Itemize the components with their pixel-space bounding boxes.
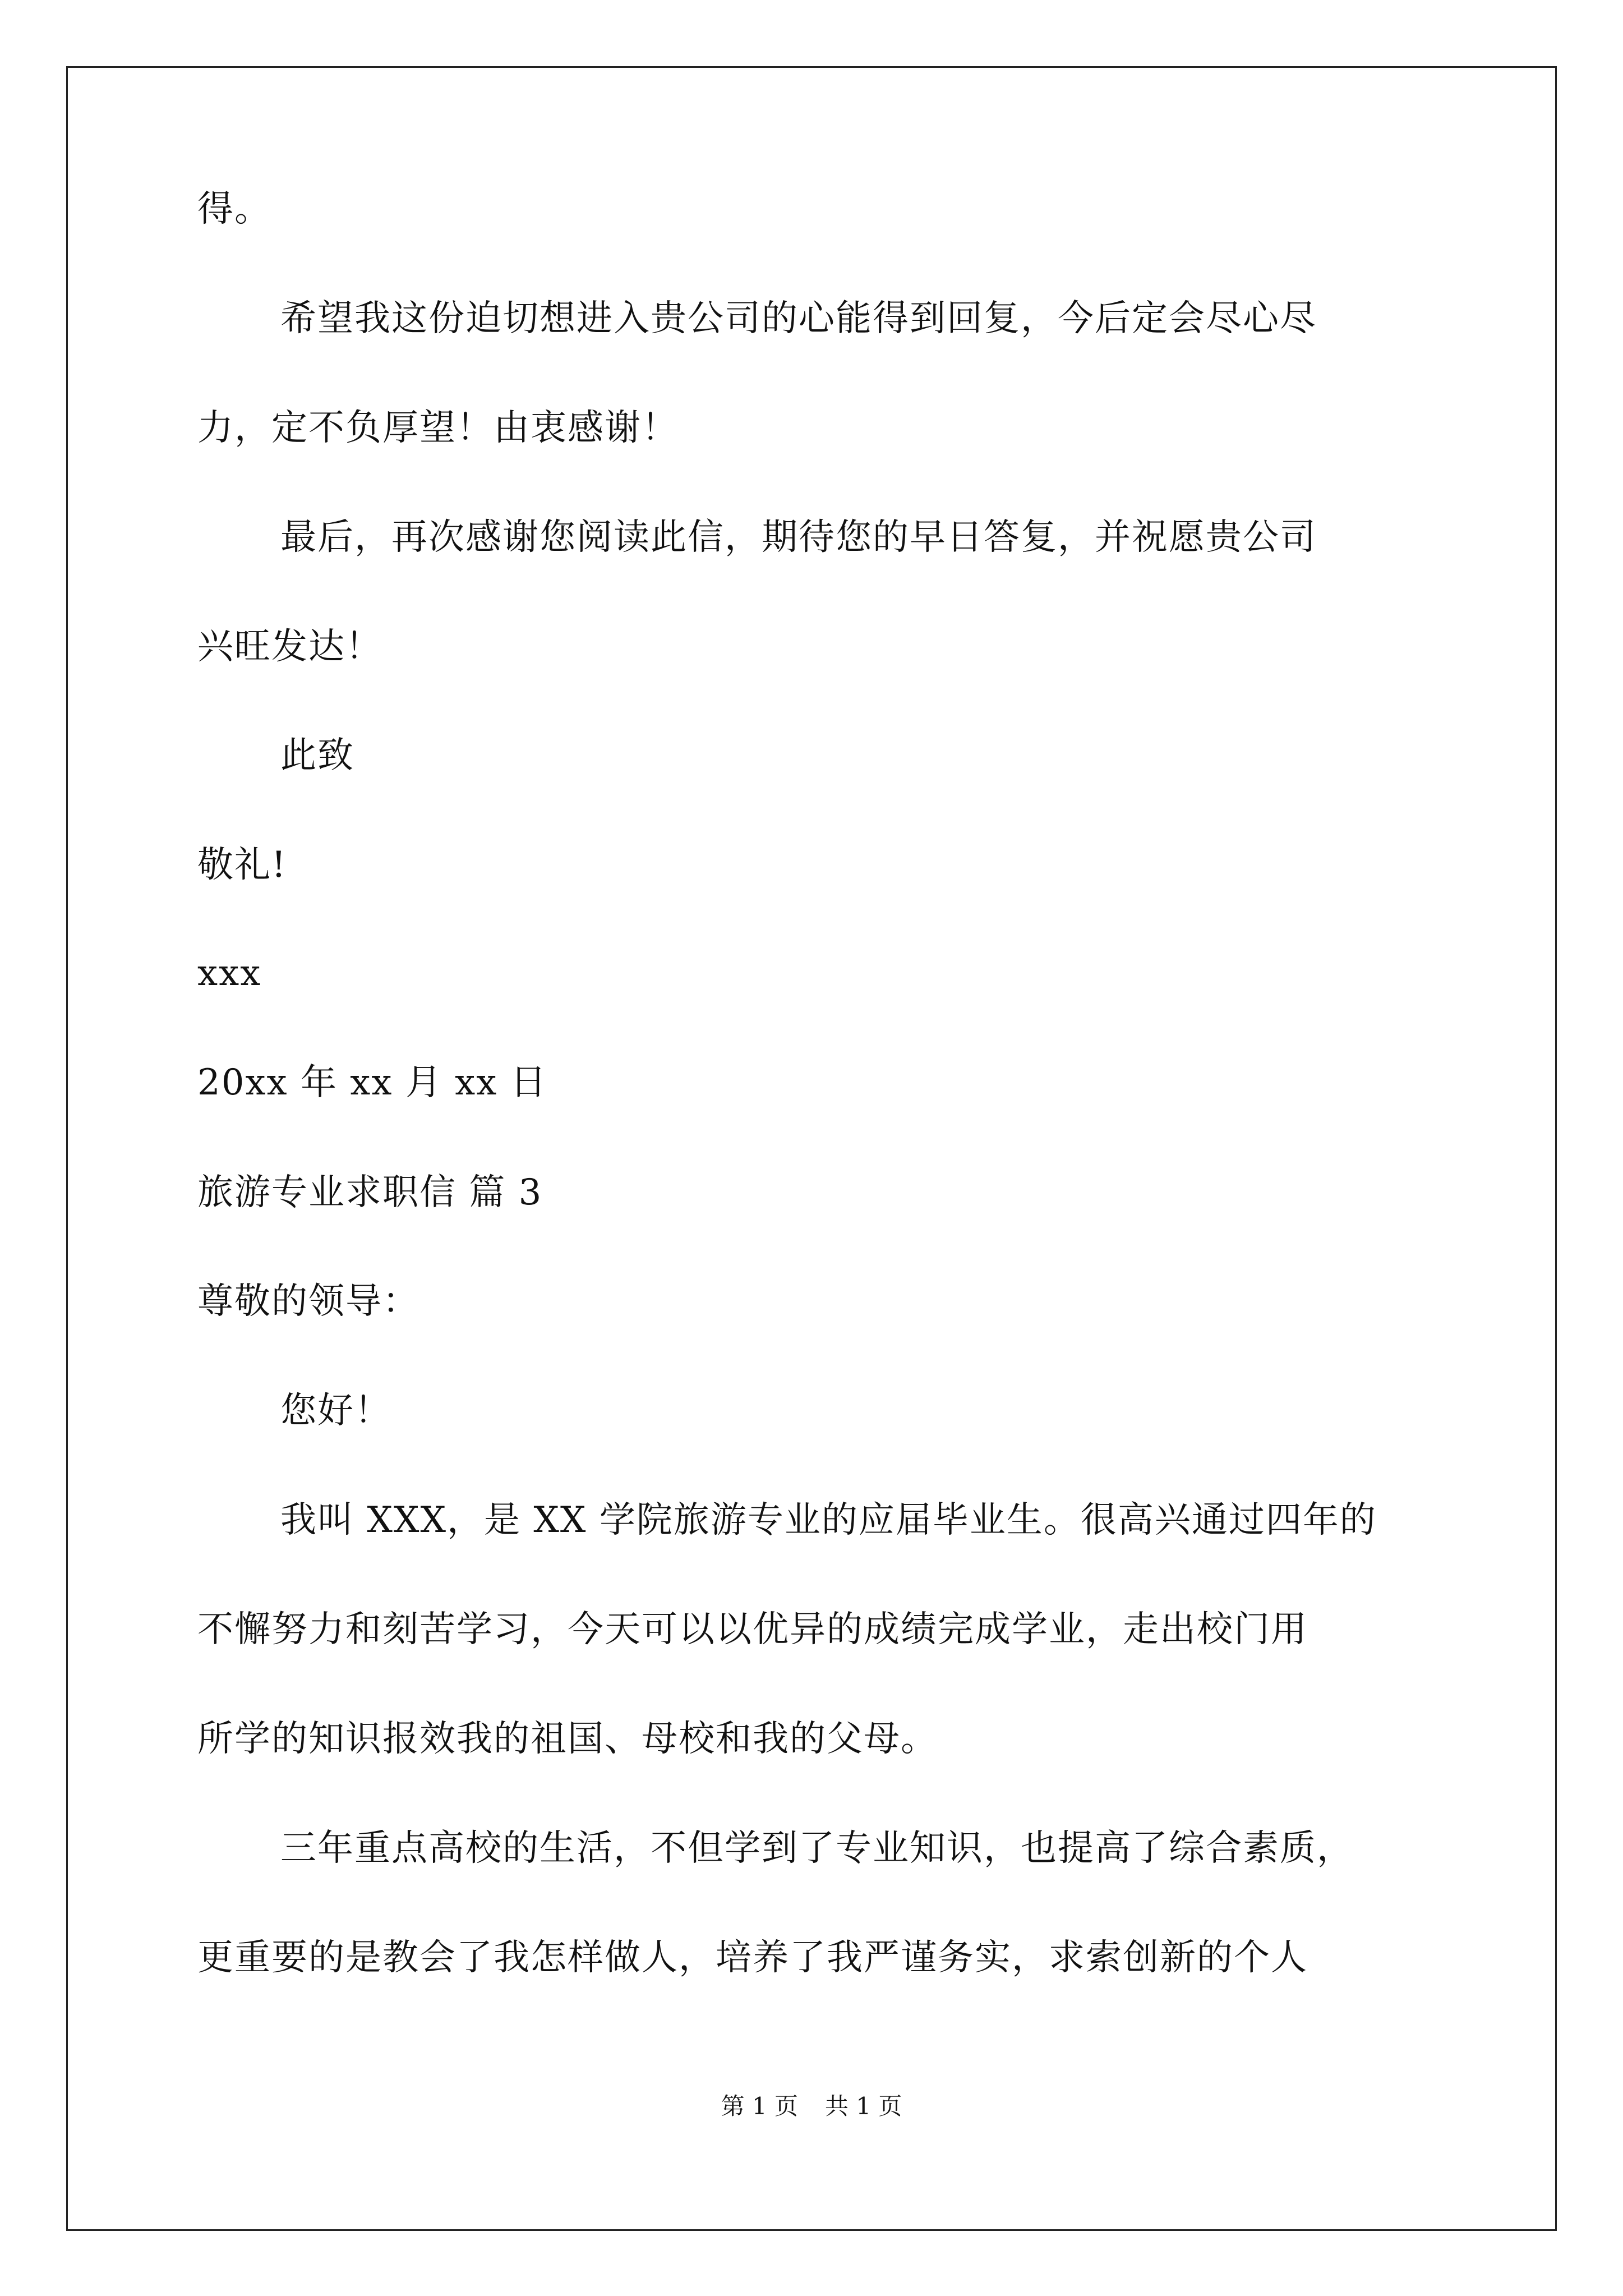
greeting-hello: 您好！ — [280, 1390, 391, 1432]
page-border — [66, 66, 1557, 2231]
body-line: 最后，再次感谢您阅读此信，期待您的早日答复，并祝愿贵公司 — [280, 517, 1317, 558]
signature-name: xxx — [197, 953, 262, 994]
body-line: 我叫 XXX，是 XX 学院旅游专业的应届毕业生。很高兴通过四年的 — [280, 1499, 1377, 1541]
body-line: 希望我这份迫切想进入贵公司的心能得到回复，今后定会尽心尽 — [280, 298, 1317, 339]
closing-salutation: 此致 — [280, 735, 354, 776]
page-total: 共 1 页 — [825, 2092, 902, 2120]
page-number: 第 1 页 — [721, 2092, 798, 2120]
closing-regards: 敬礼! — [197, 844, 287, 886]
body-line: 更重要的是教会了我怎样做人，培养了我严谨务实，求索创新的个人 — [197, 1937, 1308, 1978]
body-line: 所学的知识报效我的祖国、母校和我的父母。 — [197, 1718, 938, 1760]
greeting-recipient: 尊敬的领导： — [197, 1281, 419, 1322]
signature-date: 20xx 年 xx 月 xx 日 — [197, 1062, 547, 1103]
body-line: 得。 — [197, 188, 271, 230]
body-line: 不懈努力和刻苦学习，今天可以以优异的成绩完成学业，走出校门用 — [197, 1609, 1308, 1650]
body-line: 力，定不负厚望！由衷感谢！ — [197, 407, 679, 449]
body-line: 三年重点高校的生活，不但学到了专业知识，也提高了综合素质， — [280, 1828, 1354, 1869]
page-footer — [0, 2091, 1623, 2122]
body-line: 兴旺发达！ — [197, 626, 382, 668]
section-heading: 旅游专业求职信 篇 3 — [197, 1172, 543, 1213]
